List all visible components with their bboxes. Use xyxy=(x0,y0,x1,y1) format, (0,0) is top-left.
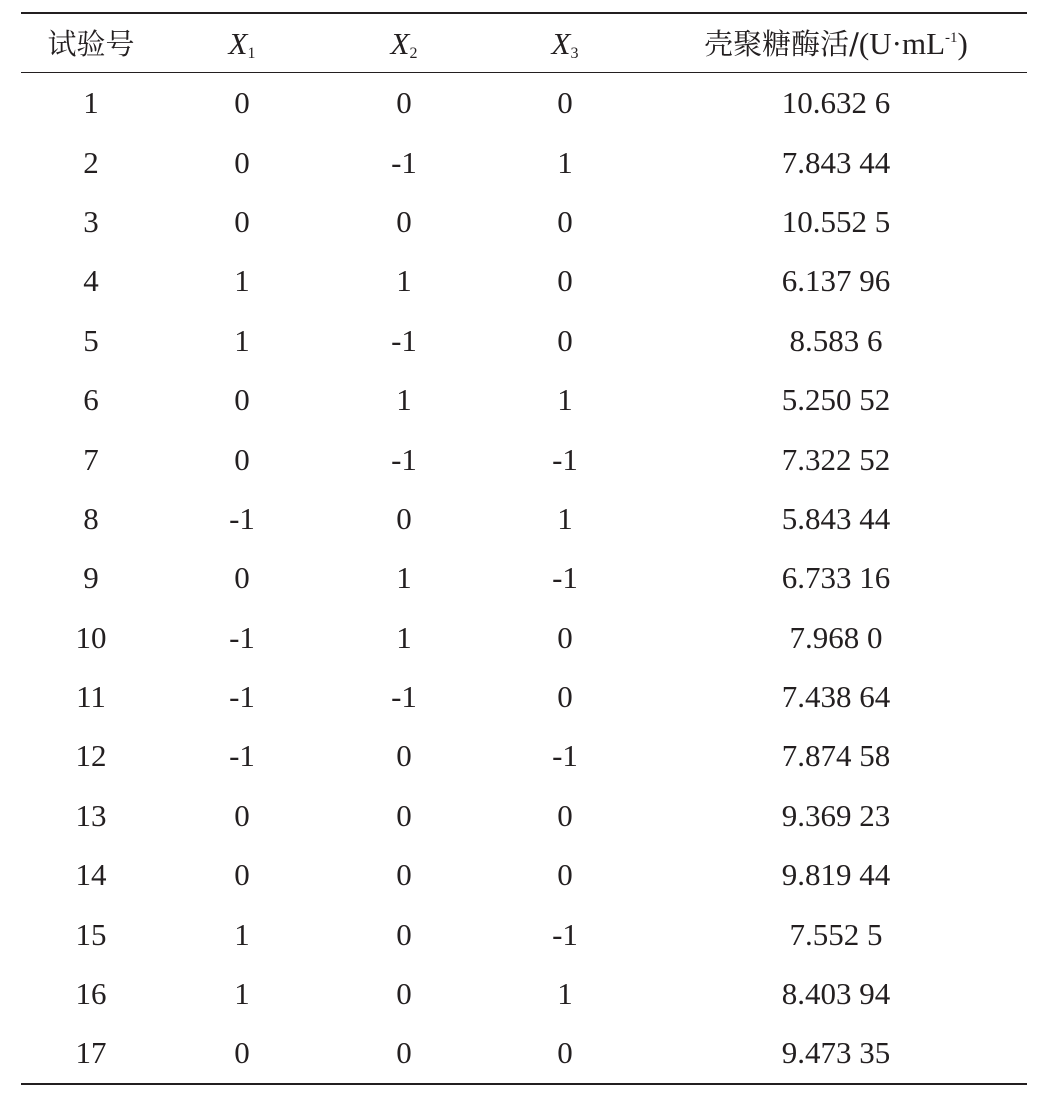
table-row xyxy=(21,370,1027,429)
table-row xyxy=(21,489,1027,548)
x1-cell: 0 xyxy=(234,144,250,180)
x3-cell: 0 xyxy=(557,203,573,239)
header-x2 xyxy=(323,13,485,73)
x3-cell: 0 xyxy=(557,322,573,358)
header-x3-var: X xyxy=(551,25,571,61)
header-trial-label: 试验号 xyxy=(47,26,135,61)
trial-number-cell: 8 xyxy=(83,500,99,536)
trial-number-cell: 6 xyxy=(83,382,99,418)
trial-number-cell: 7 xyxy=(83,441,99,477)
header-unit-close: ) xyxy=(957,25,968,61)
table-row xyxy=(21,964,1027,1023)
table-row xyxy=(21,845,1027,904)
x3-cell: 1 xyxy=(557,382,573,418)
x2-cell: 0 xyxy=(396,500,412,536)
x1-cell: 0 xyxy=(234,85,250,121)
trial-number-cell: 4 xyxy=(83,263,99,299)
x2-cell: 0 xyxy=(396,857,412,893)
activity-cell: 8.583 6 xyxy=(789,322,883,358)
activity-cell: 6.137 96 xyxy=(781,263,891,299)
x3-cell: -1 xyxy=(552,560,578,596)
activity-cell: 7.968 0 xyxy=(789,619,883,655)
header-x3 xyxy=(485,13,645,73)
header-x1-subscript: 1 xyxy=(247,44,256,62)
x3-cell: 0 xyxy=(557,857,573,893)
x2-cell: -1 xyxy=(391,441,417,477)
x3-cell: 1 xyxy=(557,976,573,1012)
x2-cell: -1 xyxy=(391,679,417,715)
header-row xyxy=(21,13,1027,73)
table-row xyxy=(21,548,1027,607)
x3-cell: -1 xyxy=(552,738,578,774)
trial-number-cell: 13 xyxy=(75,797,107,833)
x1-cell: 0 xyxy=(234,203,250,239)
x3-cell: -1 xyxy=(552,916,578,952)
x1-cell: 0 xyxy=(234,560,250,596)
activity-cell: 9.369 23 xyxy=(781,797,891,833)
header-x2-subscript: 2 xyxy=(409,44,418,62)
activity-cell: 7.322 52 xyxy=(781,441,891,477)
x1-cell: 0 xyxy=(234,857,250,893)
x1-cell: -1 xyxy=(229,619,255,655)
trial-number-cell: 5 xyxy=(83,322,99,358)
activity-cell: 7.438 64 xyxy=(781,679,891,715)
trial-number-cell: 1 xyxy=(83,85,99,121)
table-row xyxy=(21,786,1027,845)
activity-cell: 7.874 58 xyxy=(781,738,891,774)
header-x3-subscript: 3 xyxy=(570,44,579,62)
table-row xyxy=(21,132,1027,191)
header-trial-number xyxy=(21,13,161,73)
activity-cell: 10.632 6 xyxy=(781,85,891,121)
header-unit-superscript: -1 xyxy=(945,29,958,46)
trial-number-cell: 10 xyxy=(75,619,107,655)
x3-cell: 0 xyxy=(557,679,573,715)
activity-cell: 7.843 44 xyxy=(781,144,891,180)
x1-cell: -1 xyxy=(229,679,255,715)
x2-cell: 0 xyxy=(396,1035,412,1071)
trial-number-cell: 17 xyxy=(75,1035,107,1071)
x3-cell: 1 xyxy=(557,144,573,180)
trial-number-cell: 9 xyxy=(83,560,99,596)
activity-cell: 9.819 44 xyxy=(781,857,891,893)
table-header xyxy=(21,13,1027,73)
x3-cell: 0 xyxy=(557,1035,573,1071)
trial-number-cell: 12 xyxy=(75,738,107,774)
x2-cell: 0 xyxy=(396,976,412,1012)
x3-cell: -1 xyxy=(552,441,578,477)
activity-cell: 9.473 35 xyxy=(781,1035,891,1071)
x3-cell: 0 xyxy=(557,797,573,833)
header-activity-label: 壳聚糖酶活/ xyxy=(704,26,859,61)
x3-cell: 0 xyxy=(557,263,573,299)
activity-cell: 6.733 16 xyxy=(781,560,891,596)
x2-cell: -1 xyxy=(391,144,417,180)
header-x1-label xyxy=(229,26,256,61)
x2-cell: 0 xyxy=(396,797,412,833)
x1-cell: 0 xyxy=(234,1035,250,1071)
table-row xyxy=(21,667,1027,726)
trial-number-cell: 16 xyxy=(75,976,107,1012)
x1-cell: -1 xyxy=(229,738,255,774)
x1-cell: 0 xyxy=(234,441,250,477)
x2-cell: -1 xyxy=(391,322,417,358)
x2-cell: 0 xyxy=(396,916,412,952)
activity-cell: 5.250 52 xyxy=(781,382,891,418)
header-x1 xyxy=(161,13,323,73)
x1-cell: 0 xyxy=(234,382,250,418)
x3-cell: 1 xyxy=(557,500,573,536)
x1-cell: 1 xyxy=(234,976,250,1012)
x2-cell: 0 xyxy=(396,85,412,121)
table-row xyxy=(21,904,1027,963)
x3-cell: 0 xyxy=(557,85,573,121)
experiment-results-table xyxy=(21,12,1027,1085)
header-x2-var: X xyxy=(390,25,410,61)
trial-number-cell: 3 xyxy=(83,203,99,239)
trial-number-cell: 11 xyxy=(76,679,106,715)
table-row xyxy=(21,429,1027,488)
table-row xyxy=(21,726,1027,785)
table-row xyxy=(21,608,1027,667)
trial-number-cell: 14 xyxy=(75,857,107,893)
table-body xyxy=(21,73,1027,1084)
x2-cell: 1 xyxy=(396,382,412,418)
activity-cell: 7.552 5 xyxy=(789,916,883,952)
table-row xyxy=(21,251,1027,310)
table-row xyxy=(21,192,1027,251)
x2-cell: 0 xyxy=(396,738,412,774)
header-x1-var: X xyxy=(228,25,248,61)
trial-number-cell: 2 xyxy=(83,144,99,180)
x1-cell: 0 xyxy=(234,797,250,833)
x1-cell: 1 xyxy=(234,916,250,952)
activity-cell: 8.403 94 xyxy=(781,976,891,1012)
x3-cell: 0 xyxy=(557,619,573,655)
table-row xyxy=(21,1023,1027,1083)
header-x2-label xyxy=(391,26,418,61)
x2-cell: 1 xyxy=(396,619,412,655)
x2-cell: 0 xyxy=(396,203,412,239)
header-activity-unit xyxy=(859,26,968,61)
x1-cell: 1 xyxy=(234,263,250,299)
x2-cell: 1 xyxy=(396,263,412,299)
table-row xyxy=(21,311,1027,370)
x1-cell: -1 xyxy=(229,500,255,536)
activity-cell: 10.552 5 xyxy=(781,203,891,239)
activity-cell: 5.843 44 xyxy=(781,500,891,536)
table-row xyxy=(21,73,1027,133)
x2-cell: 1 xyxy=(396,560,412,596)
header-chitosanase-activity xyxy=(645,13,1027,73)
header-unit-open: (U·mL xyxy=(858,25,946,61)
header-x3-label xyxy=(552,26,579,61)
trial-number-cell: 15 xyxy=(75,916,107,952)
results-table-container xyxy=(21,12,1027,1085)
x1-cell: 1 xyxy=(234,322,250,358)
